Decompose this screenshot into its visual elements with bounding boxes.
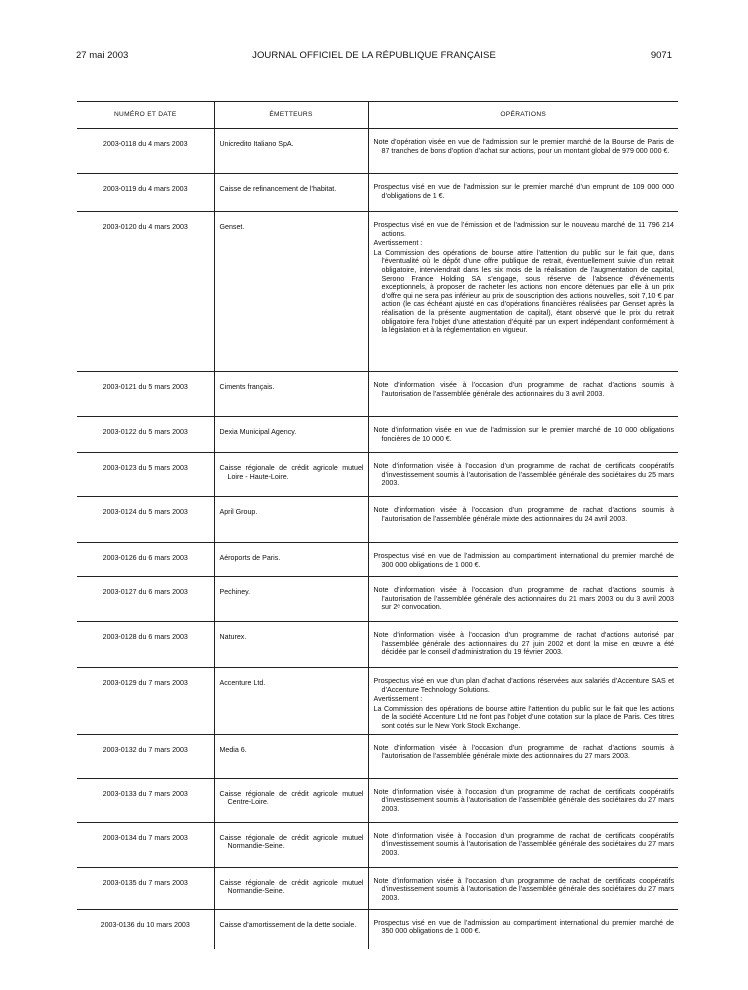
row-operations-cell [368,453,678,497]
journal-title: JOURNAL OFFICIEL DE LA RÉPUBLIQUE FRANÇAISE [252,50,496,61]
table-row [77,734,678,778]
warning-text: La Commission des opérations de bourse attire l’attention du public sur le fait que les actions de la société Accenture Ltd ne font pas l’objet d’une cotation sur la place de Paris. Ces titres sont cotés sur le New York Stock Exchange. [373,704,674,730]
row-number-date: 2003-0136 du 10 mars 2003 [100,920,190,929]
operation-text: Prospectus visé en vue de l’émission et de l’admission sur le nouveau marché de 11 796 214 actions. [373,221,674,238]
operation-text: Note d’information visée à l’occasion d’un programme de rachat d’actions autorisé par l’assemblée générale des actionnaires du 27 juin 2002 et dont la mise en œuvre a été décidée par le conseil d’administration du 19 février 2003. [373,631,674,657]
row-operations-cell [368,909,678,949]
table-row [77,372,678,417]
row-operations-cell [368,174,678,212]
row-issuer-cell [214,622,368,668]
row-issuer: April Group. [219,508,258,516]
table-row [77,212,678,372]
row-operations-cell [368,543,678,577]
operation-text: Prospectus visé en vue de l’admission sur le premier marché d’un emprunt de 109 000 000 d’obligations de 1 €. [373,183,674,200]
table-row [77,867,678,909]
row-issuer: Aéroports de Paris. [219,554,281,562]
table-row [77,543,678,577]
row-number-date: 2003-0124 du 5 mars 2003 [77,497,214,543]
table-row [77,909,678,949]
row-operations-cell [368,822,678,867]
row-issuer-cell [214,734,368,778]
row-number-date: 2003-0126 du 6 mars 2003 [77,543,214,577]
row-issuer-cell [214,129,368,174]
row-issuer-cell [214,577,368,622]
page-date: 27 mai 2003 [76,50,129,61]
table-row [77,453,678,497]
row-operations-cell [368,417,678,453]
table-row [77,417,678,453]
row-operations-cell [368,212,678,372]
row-issuer: Naturex. [219,633,247,641]
table-row [77,622,678,668]
row-operations-cell [368,867,678,909]
warning-heading: Avertissement : [373,239,423,248]
row-issuer-cell [214,497,368,543]
row-issuer-cell [214,174,368,212]
row-operations-cell [368,497,678,543]
operation-text: Prospectus visé en vue de l’admission au compartiment international du premier marché de 300 000 obligations de 1 000 €. [373,552,674,569]
row-issuer: Caisse régionale de crédit agricole mutuel Loire - Haute-Loire. [219,464,364,481]
table-row [77,497,678,543]
row-issuer: Genset. [219,223,245,231]
column-header-operations: OPÉRATIONS [368,102,678,129]
row-number-date: 2003-0132 du 7 mars 2003 [77,734,214,778]
row-number-date: 2003-0135 du 7 mars 2003 [77,867,214,909]
operation-text: Note d’information visée à l’occasion d’un programme de rachat d’actions soumis à l’autorisation de l’assemblée générale des actionnaires du 3 avril 2003. [373,381,674,398]
operation-text: Note d’information visée en vue de l’admission sur le premier marché de 10 000 obligations foncières de 10 000 €. [373,426,674,443]
row-number-date: 2003-0133 du 7 mars 2003 [77,778,214,822]
table-row [77,174,678,212]
row-operations-cell [368,622,678,668]
row-issuer: Accenture Ltd. [219,679,266,687]
operation-text: Note d’information visée à l’occasion d’un programme de rachat de certificats coopératifs d’investissement soumis à l’autorisation de l’assemblée générale des sociétaires du 27 mars 2003. [373,787,674,813]
row-issuer: Caisse régionale de crédit agricole mutuel Normandie-Seine. [219,878,364,896]
row-issuer-cell [214,543,368,577]
row-operations-cell [368,129,678,174]
row-number-date: 2003-0127 du 6 mars 2003 [77,577,214,622]
table-row [77,778,678,822]
row-operations-cell [368,372,678,417]
operation-text: Note d’information visée à l’occasion d’un programme de rachat de certificats coopératifs d’investissement soumis à l’autorisation de l’assemblée générale des sociétaires du 27 mars 2003. [373,876,674,902]
operation-text: Note d’opération visée en vue de l’admission sur le premier marché de la Bourse de Paris de 87 tranches de bons d’option d’achat sur actions, pour un montant global de 979 000 000 €. [373,138,674,155]
row-issuer-cell [214,453,368,497]
row-issuer: Pechiney. [219,588,251,596]
row-issuer-cell [214,778,368,822]
operation-text: Note d’information visée à l’occasion d’un programme de rachat d’actions soumis à l’autorisation de l’assemblée générale mixte des actionnaires du 27 mars 2003. [373,743,674,761]
row-number-date: 2003-0119 du 4 mars 2003 [77,174,214,212]
row-number-date: 2003-0120 du 4 mars 2003 [77,212,214,372]
row-issuer: Unicredito Italiano SpA. [219,140,294,148]
row-operations-cell [368,668,678,735]
table-row [77,129,678,174]
operation-text: Note d’information visée à l’occasion d’un programme de rachat d’actions soumis à l’autorisation de l’assemblée générale mixte des actionnaires du 24 avril 2003. [373,506,674,523]
operation-text: Prospectus visé en vue de l’admission au compartiment international du premier marché de 350 000 obligations de 1 000 €. [373,918,674,936]
row-issuer: Caisse de refinancement de l’habitat. [219,185,337,193]
row-number-date: 2003-0128 du 6 mars 2003 [77,622,214,668]
row-issuer-cell [214,867,368,909]
row-issuer-cell [214,372,368,417]
row-number-date: 2003-0129 du 7 mars 2003 [77,668,214,735]
row-issuer: Ciments français. [219,383,275,391]
row-number-date: 2003-0121 du 5 mars 2003 [77,372,214,417]
operation-text: Note d’information visée à l’occasion d’un programme de rachat de certificats coopératifs d’investissement soumis à l’autorisation de l’assemblée générale des sociétaires du 27 mars 2003. [373,831,674,857]
operation-text: Prospectus visé en vue d’un plan d’achat d’actions réservées aux salariés d’Accenture SAS et d’Accenture Technology Solutions. [373,677,674,694]
row-issuer-cell [214,212,368,372]
column-header-issuer: ÉMETTEURS [214,102,368,129]
operation-text: Note d’information visée à l’occasion d’un programme de rachat de certificats coopératifs d’investissement soumis à l’autorisation de l’assemblée générale des sociétaires du 25 mars 2003. [373,462,674,488]
table-row [77,577,678,622]
row-number-date: 2003-0123 du 5 mars 2003 [77,453,214,497]
row-issuer-cell [214,822,368,867]
page-number: 9071 [650,50,672,61]
row-operations-cell [368,734,678,778]
row-issuer-cell [214,909,368,949]
row-issuer: Caisse d’amortissement de la dette sociale. [219,920,357,929]
page-header [0,50,748,66]
row-issuer: Caisse régionale de crédit agricole mutuel Normandie-Seine. [219,833,364,851]
row-operations-cell [368,778,678,822]
row-issuer-cell [214,668,368,735]
row-issuer-cell [214,417,368,453]
row-operations-cell [368,577,678,622]
row-number-date: 2003-0122 du 5 mars 2003 [77,417,214,453]
operations-table [77,101,678,949]
row-issuer: Dexia Municipal Agency. [219,428,297,436]
row-issuer: Media 6. [219,745,247,754]
row-number-date: 2003-0118 du 4 mars 2003 [77,129,214,174]
warning-text: La Commission des opérations de bourse attire l’attention du public sur le fait que, dans l’éventualité où le dépôt d’une offre publique de retrait, éventuellement suivie d’un retrait obligatoire, interviendrait dans les six mois de la réalisation de l’augmentation de capital, Serono France Holding SA s’engage, sous réserve de l’absence d’événements exceptionnels, à proposer de racheter les actions non encore détenues par elle à un prix d’offre qui ne sera pas inférieur au prix de souscription des actions nouvelles, soit 7,10 € par action (le cas échéant ajusté en cas d’opérations financières réalisées par Genset après la réalisation de la présente augmentation de capital), étant observé que le prix du retrait obligatoire fera l’objet d’une attestation d’équité par un expert indépendant conformément à la législation et à la réglementation en vigueur. [373,248,674,335]
table-header-row [77,102,678,129]
row-issuer: Caisse régionale de crédit agricole mutuel Centre-Loire. [219,789,364,807]
table-row [77,822,678,867]
warning-heading: Avertissement : [373,695,423,704]
table-row [77,668,678,735]
row-number-date: 2003-0134 du 7 mars 2003 [77,822,214,867]
column-header-number: NUMÉRO ET DATE [77,102,214,129]
operation-text: Note d’information visée à l’occasion d’un programme de rachat d’actions soumis à l’autorisation de l’assemblée générale des actionnaires du 21 mars 2003 ou du 3 avril 2003 sur 2ᵉ convocation. [373,586,674,612]
